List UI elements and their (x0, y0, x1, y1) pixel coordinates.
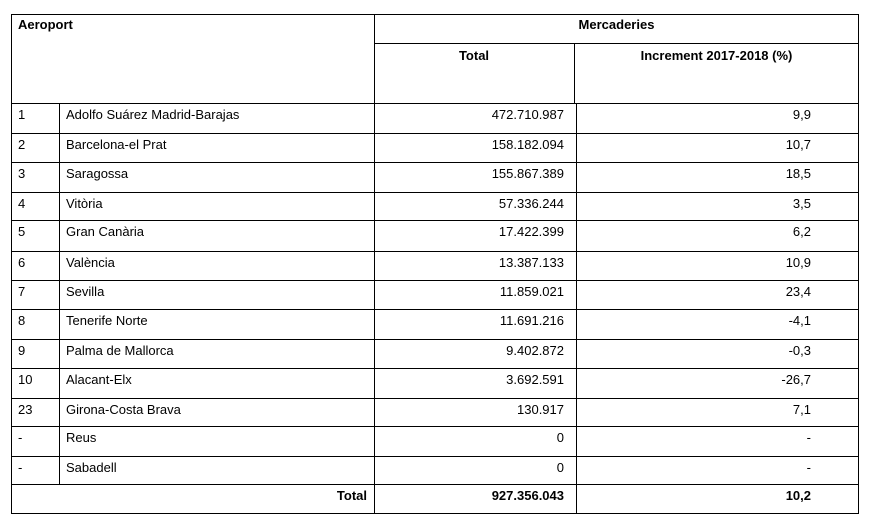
grid-line-horizontal (11, 456, 859, 457)
grid-line-horizontal (11, 14, 859, 15)
header-increment: Increment 2017-2018 (%) (640, 48, 793, 63)
grid-line-vertical (59, 103, 60, 485)
header-total: Total (458, 48, 490, 63)
row-increment: - (806, 430, 811, 445)
row-total: 130.917 (517, 402, 564, 417)
row-airport-name: Palma de Mallorca (66, 343, 174, 358)
row-airport-name: Reus (66, 430, 97, 445)
row-rank: 1 (18, 107, 26, 122)
grid-line-horizontal (11, 162, 859, 163)
row-airport-name: Girona-Costa Brava (66, 402, 181, 417)
row-rank: 5 (18, 224, 26, 239)
grid-line-horizontal (11, 339, 859, 340)
row-rank: 2 (18, 137, 26, 152)
row-rank: 7 (18, 284, 26, 299)
row-increment: 23,4 (785, 284, 811, 299)
row-rank: 4 (18, 196, 26, 211)
row-rank: - (18, 460, 23, 475)
row-airport-name: Alacant-Elx (66, 372, 132, 387)
row-total: 11.859.021 (499, 284, 564, 299)
row-total: 3.692.591 (506, 372, 564, 387)
grid-line-horizontal (11, 309, 859, 310)
row-airport-name: Gran Canària (66, 224, 145, 239)
row-increment: 3,5 (792, 196, 811, 211)
footer-total-label: Total (336, 488, 367, 503)
row-rank: 9 (18, 343, 26, 358)
row-total: 0 (556, 430, 564, 445)
row-airport-name: València (66, 255, 115, 270)
row-increment: -0,3 (788, 343, 811, 358)
grid-line-horizontal (11, 133, 859, 134)
grid-line-horizontal (11, 220, 859, 221)
row-total: 158.182.094 (491, 137, 564, 152)
grid-line-horizontal (11, 398, 859, 399)
row-rank: 6 (18, 255, 26, 270)
row-increment: 9,9 (792, 107, 811, 122)
row-increment: -4,1 (788, 313, 811, 328)
grid-line-vertical (11, 14, 12, 514)
grid-line-horizontal (11, 280, 859, 281)
grid-line-horizontal (11, 103, 859, 104)
row-total: 13.387.133 (498, 255, 564, 270)
row-rank: 8 (18, 313, 26, 328)
row-total: 11.691.216 (499, 313, 564, 328)
header-airport: Aeroport (18, 17, 73, 32)
freight-table (11, 14, 859, 514)
row-rank: 3 (18, 166, 26, 181)
row-increment: 10,7 (785, 137, 811, 152)
row-total: 472.710.987 (491, 107, 564, 122)
row-airport-name: Saragossa (66, 166, 129, 181)
grid-line-horizontal (11, 192, 859, 193)
row-total: 17.422.399 (498, 224, 564, 239)
row-total: 9.402.872 (506, 343, 564, 358)
grid-line-horizontal (11, 368, 859, 369)
row-increment: - (806, 460, 811, 475)
row-total: 155.867.389 (491, 166, 564, 181)
header-freight-group: Mercaderies (578, 17, 655, 32)
row-increment: 7,1 (792, 402, 811, 417)
row-total: 57.336.244 (498, 196, 564, 211)
grid-line-vertical (576, 103, 577, 514)
row-total: 0 (556, 460, 564, 475)
grid-line-vertical (858, 14, 859, 514)
row-airport-name: Adolfo Suárez Madrid-Barajas (66, 107, 240, 122)
row-increment: 10,9 (785, 255, 811, 270)
grid-line-horizontal (11, 484, 859, 485)
row-increment: 6,2 (792, 224, 811, 239)
row-rank: 23 (18, 402, 33, 417)
grid-line-horizontal (374, 43, 859, 44)
row-increment: -26,7 (781, 372, 811, 387)
row-rank: - (18, 430, 23, 445)
grid-line-horizontal (11, 251, 859, 252)
row-airport-name: Barcelona-el Prat (66, 137, 167, 152)
row-airport-name: Sabadell (66, 460, 117, 475)
row-rank: 10 (18, 372, 33, 387)
row-airport-name: Tenerife Norte (66, 313, 148, 328)
row-airport-name: Vitòria (66, 196, 103, 211)
grid-line-horizontal (11, 513, 859, 514)
row-increment: 18,5 (785, 166, 811, 181)
grid-line-horizontal (11, 426, 859, 427)
footer-increment-value: 10,2 (785, 488, 811, 503)
row-airport-name: Sevilla (66, 284, 105, 299)
footer-total-value: 927.356.043 (491, 488, 564, 503)
